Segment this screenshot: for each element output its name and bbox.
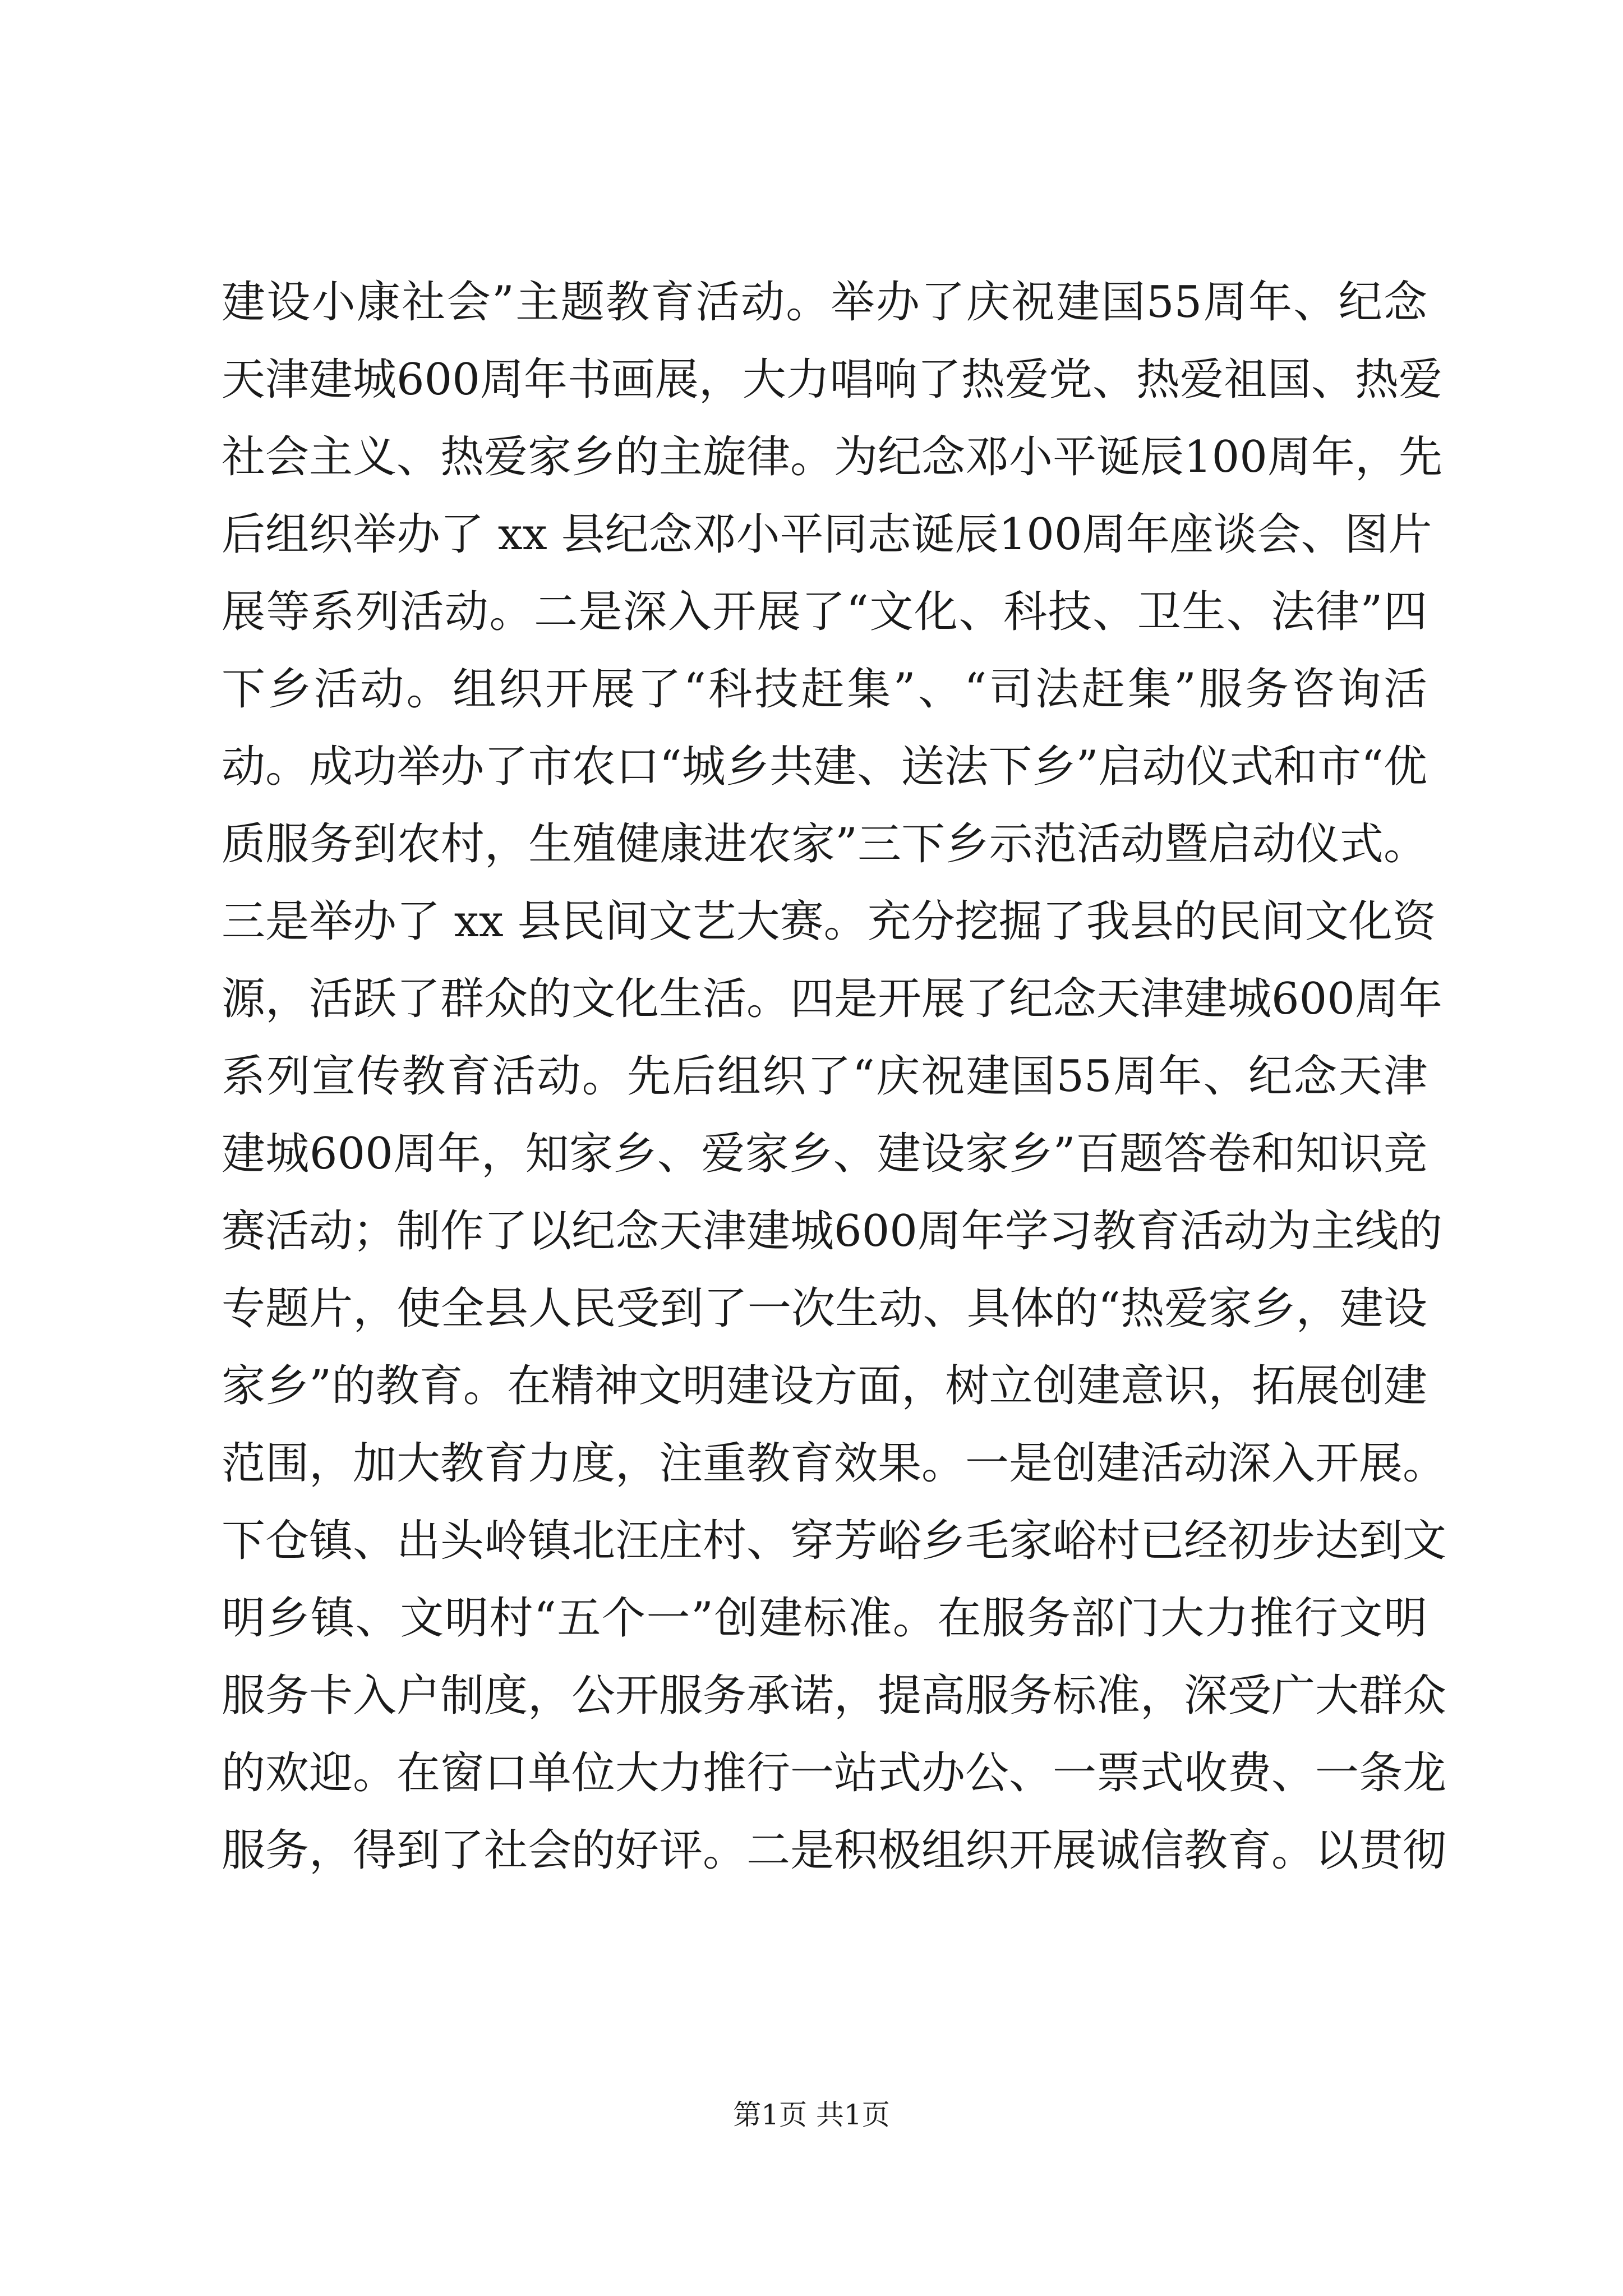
- text-line: 动。成功举办了市农口“城乡共建、送法下乡”启动仪式和市“优: [222, 742, 1427, 792]
- text-line: 服务卡入户制度，公开服务承诺，提高服务标准，深受广大群众: [222, 1671, 1447, 1721]
- text-line: 质服务到农村，生殖健康进农家”三下乡示范活动暨启动仪式。: [222, 819, 1427, 869]
- text-line: 天津建城600周年书画展，大力唱响了热爱党、热爱祖国、热爱: [222, 355, 1442, 405]
- text-line: 范围，加大教育力度，注重教育效果。一是创建活动深入开展。: [222, 1438, 1447, 1489]
- text-line: 社会主义、热爱家乡的主旋律。为纪念邓小平诞辰100周年，先: [222, 432, 1442, 482]
- text-line: 建城600周年，知家乡、爱家乡、建设家乡”百题答卷和知识竞: [222, 1129, 1427, 1179]
- page-footer: 第1页 共1页: [733, 2099, 890, 2131]
- text-line: 家乡”的教育。在精神文明建设方面，树立创建意识，拓展创建: [222, 1361, 1427, 1411]
- text-line: 专题片，使全县人民受到了一次生动、具体的“热爱家乡，建设: [222, 1283, 1427, 1334]
- text-line: 系列宣传教育活动。先后组织了“庆祝建国55周年、纪念天津: [222, 1051, 1427, 1102]
- text-line: 下乡活动。组织开展了“科技赶集”、“司法赶集”服务咨询活: [222, 664, 1427, 715]
- text-line: 下仓镇、出头岭镇北汪庄村、穿芳峪乡毛家峪村已经初步达到文: [222, 1516, 1447, 1566]
- text-line: 赛活动；制作了以纪念天津建城600周年学习教育活动为主线的: [222, 1206, 1442, 1257]
- text-line: 的欢迎。在窗口单位大力推行一站式办公、一票式收费、一条龙: [222, 1748, 1447, 1798]
- text-line: 服务，得到了社会的好评。二是积极组织开展诚信教育。以贯彻: [222, 1825, 1447, 1876]
- text-line: 建设小康社会”主题教育活动。举办了庆祝建国55周年、纪念: [222, 277, 1427, 328]
- text-line: 展等系列活动。二是深入开展了“文化、科技、卫生、法律”四: [222, 587, 1427, 637]
- text-line: 后组织举办了 xx 县纪念邓小平同志诞辰100周年座谈会、图片: [222, 509, 1432, 560]
- body-text: [222, 264, 1447, 1889]
- text-line: 三是举办了 xx 县民间文艺大赛。充分挖掘了我县的民间文化资: [222, 896, 1436, 947]
- text-line: 明乡镇、文明村“五个一”创建标准。在服务部门大力推行文明: [222, 1593, 1427, 1644]
- text-line: 源，活跃了群众的文化生活。四是开展了纪念天津建城600周年: [222, 974, 1442, 1024]
